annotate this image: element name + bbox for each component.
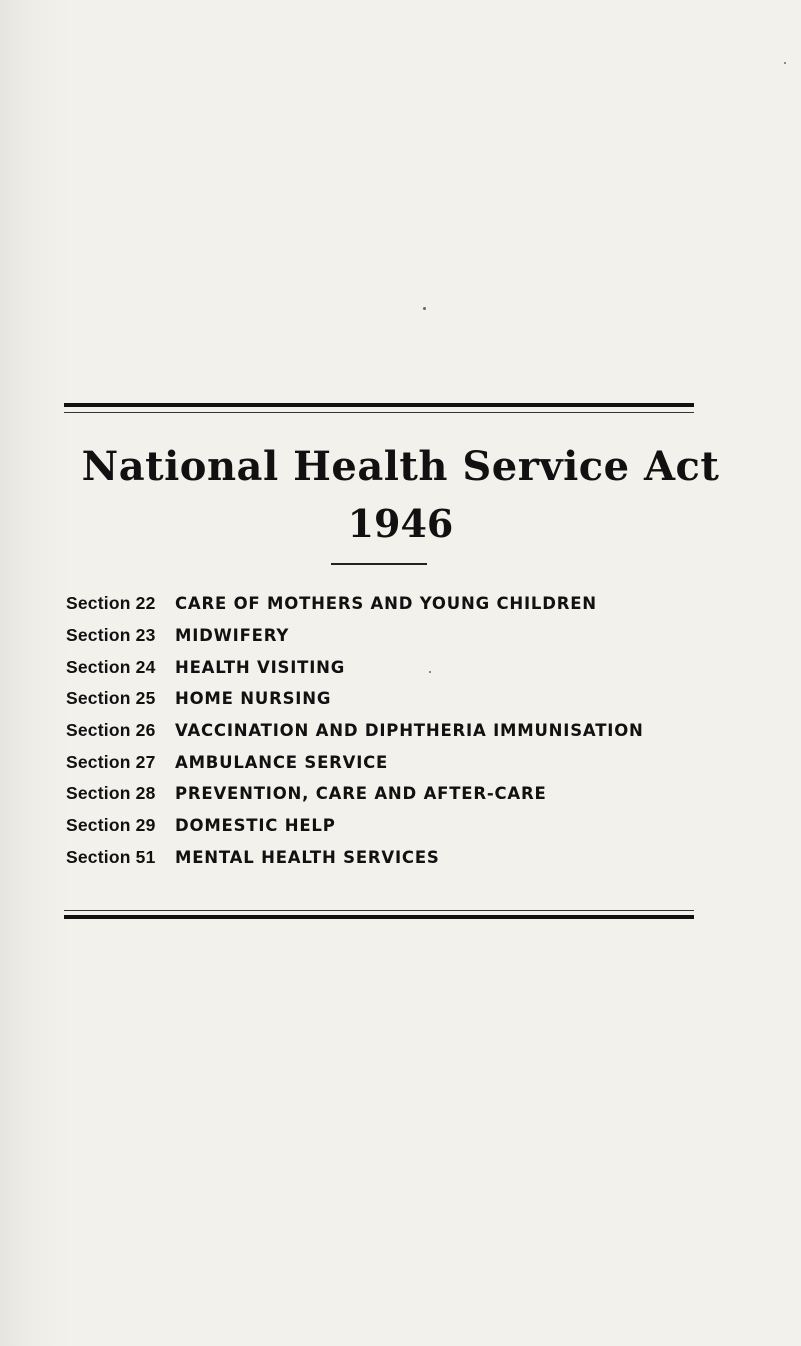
section-number: Section 27 — [66, 751, 156, 772]
section-title: PREVENTION, CARE AND AFTER-CARE — [175, 784, 547, 804]
top-double-rule — [64, 403, 694, 413]
top-thin-rule — [64, 412, 694, 413]
section-row — [66, 715, 706, 747]
section-number: Section 29 — [66, 815, 156, 836]
section-title: MIDWIFERY — [175, 626, 290, 646]
section-title: MENTAL HEALTH SERVICES — [175, 847, 440, 867]
section-number: Section 23 — [66, 625, 156, 646]
section-row — [66, 651, 706, 683]
section-number: Section 26 — [66, 720, 156, 741]
title-divider — [331, 563, 427, 565]
top-thick-rule — [64, 403, 694, 407]
section-row — [66, 810, 706, 842]
section-list — [66, 588, 706, 873]
section-row — [66, 620, 706, 652]
paper-speck — [423, 307, 426, 310]
section-number: Section 51 — [66, 846, 156, 867]
section-row — [66, 778, 706, 810]
section-title: CARE OF MOTHERS AND YOUNG CHILDREN — [175, 594, 597, 614]
document-year: 1946 — [347, 501, 454, 546]
section-number: Section 25 — [66, 688, 156, 709]
bottom-double-rule — [64, 910, 694, 919]
section-row — [66, 842, 706, 874]
section-title: AMBULANCE SERVICE — [175, 752, 389, 772]
section-row — [66, 683, 706, 715]
section-number: Section 22 — [66, 593, 156, 614]
paper-speck — [784, 62, 786, 64]
section-title: DOMESTIC HELP — [175, 816, 336, 836]
section-title: HEALTH VISITING — [175, 657, 346, 677]
section-row — [66, 588, 706, 620]
bottom-thin-rule — [64, 910, 694, 911]
section-number: Section 24 — [66, 656, 156, 677]
bottom-thick-rule — [64, 915, 694, 919]
section-title: VACCINATION AND DIPHTHERIA IMMUNISATION — [175, 721, 644, 741]
section-title: HOME NURSING — [175, 689, 332, 709]
document-title: National Health Service Act — [81, 443, 720, 490]
section-number: Section 28 — [66, 783, 156, 804]
section-row — [66, 746, 706, 778]
